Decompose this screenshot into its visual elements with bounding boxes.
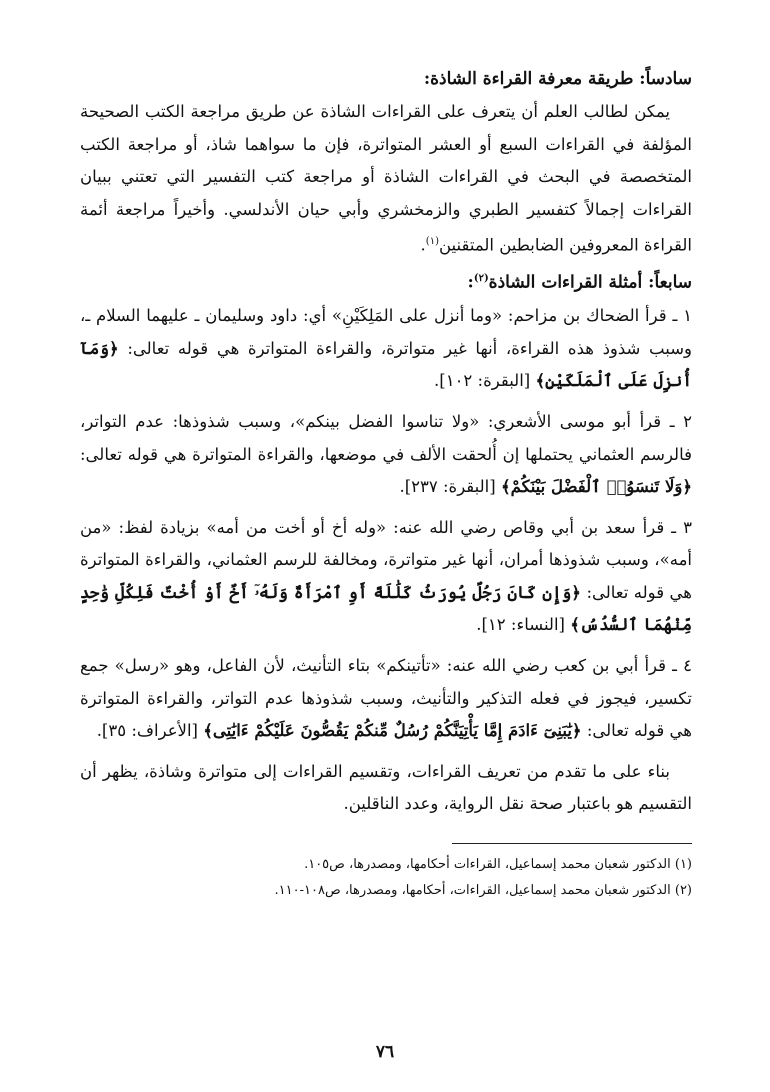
section-heading-7-text: سابعاً: أمثلة القراءات الشاذة [488, 273, 692, 294]
example-3-ref: [النساء: ١٢]. [476, 615, 565, 635]
conclusion-text: بناء على ما تقدم من تعريف القراءات، وتقسيم القراءات إلى متواترة وشاذة، يظهر أن التقسيم هو باعتبار صحة نقل الرواية، وعدد الناقلين. [80, 761, 692, 814]
example-item-2 [80, 406, 692, 504]
paragraph-end-dot: . [420, 235, 426, 255]
section-heading-6-text: سادساً: طريقة معرفة القراءة الشاذة: [423, 69, 692, 89]
section-heading-7-colon: : [467, 273, 474, 294]
section-6-paragraph-text: يمكن لطالب العلم أن يتعرف على القراءات الشاذة عن طريق مراجعة الكتب الصحيحة المؤلفة في القراءات السبع أو العشر المتواترة، فإن ما سواهما شاذ، أو مراجعة الكتب المتخصصة في البحث في القراءات الشاذة أو مراجعة كتب التفسير التي تعتني ببيان القراءات إجمالاً كتفسير الطبري والزمخشري وأبي حيان الأندلسي. وأخيراً مراجعة أئمة القراءة المعروفين الضابطين المتقنين [80, 102, 692, 255]
footnote-1: (١) الدكتور شعبان محمد إسماعيل، القراءات أحكامها، ومصدرها، ص١٠٥. [304, 857, 692, 873]
page-number: ٧٦ [375, 1042, 395, 1062]
example-item-3 [80, 512, 692, 642]
footnote-divider [452, 843, 692, 844]
footnote-2: (٢) الدكتور شعبان محمد إسماعيل، القراءات، أحكامها، ومصدرها، ص١٠٨-١١٠. [274, 883, 692, 899]
section-heading-7 [80, 262, 692, 300]
section-6-paragraph [80, 96, 692, 262]
example-1-ref: [البقرة: ١٠٢]. [434, 371, 531, 391]
footnote-marker-2[interactable]: (٢) [473, 273, 489, 285]
section-heading-6 [80, 62, 692, 96]
example-3-verse: ﴿وَإِن كَانَ رَجُلٌ يُورَثُ كَلَٰلَةً أَوِ ٱمْرَأَةٌ وَلَهُۥٓ أَخٌ أَوْ أُخْتٌ فَلِكُلِّ وَٰحِدٍ مِّنْهُمَا ٱلسُّدُسُ﴾ [80, 582, 692, 635]
example-2-verse: ﴿وَلَا تَنسَوُا۟ ٱلْفَضْلَ بَيْنَكُمْ﴾ [500, 477, 692, 497]
example-2-text: ٢ ـ قرأ أبو موسى الأشعري: «ولا تناسوا الفضل بينكم»، وسبب شذوذها: عدم التواتر، فالرسم العثماني يحتملها إن أُلحقت الألف في موضعها، والقراءة المتواترة هي قوله تعالى: [80, 411, 692, 464]
example-4-verse: ﴿يَٰبَنِىٓ ءَادَمَ إِمَّا يَأْتِيَنَّكُمْ رُسُلٌ مِّنكُمْ يَقُصُّونَ عَلَيْكُمْ ءَايَٰتِى﴾ [203, 721, 582, 741]
example-2-ref: [البقرة: ٢٣٧]. [399, 477, 496, 497]
footnotes [80, 852, 692, 904]
example-1-verse: ﴿وَمَآ أُنزِلَ عَلَى ٱلْمَلَكَيْنِ﴾ [80, 338, 692, 391]
example-3-text: ٣ ـ قرأ سعد بن أبي وقاص رضي الله عنه: «وله أخ أو أخت من أمه» بزيادة لفظ: «من أمه»، وسبب شذوذها أمران، أنها غير متواترة، ومخالفة للرسم العثماني، والقراءة المتواترة هي قوله تعالى: [80, 517, 693, 602]
example-4-ref: [الأعراف: ٣٥]. [96, 721, 198, 741]
example-4-text: ٤ ـ قرأ أبي بن كعب رضي الله عنه: «تأتينكم» بتاء التأنيث، لأن الفاعل، وهو «رسل» جمع تكسير، فيجوز في فعله التذكير والتأنيث، وسبب شذوذها عدم التواتر، والقراءة المتواترة هي قوله تعالى: [80, 656, 692, 741]
conclusion-paragraph [80, 756, 692, 821]
example-item-4 [80, 650, 692, 748]
footnote-marker-1[interactable]: (١) [425, 236, 439, 248]
example-1-text: ١ ـ قرأ الضحاك بن مزاحم: «وما أنزل على المَلِكَيْنِ» أي: داود وسليمان ـ عليهما السلام ـ، وسبب شذوذ هذه القراءة، أنها غير متواترة، والقراءة المتواترة هي قوله تعالى: [80, 306, 693, 358]
example-item-1 [80, 300, 692, 398]
